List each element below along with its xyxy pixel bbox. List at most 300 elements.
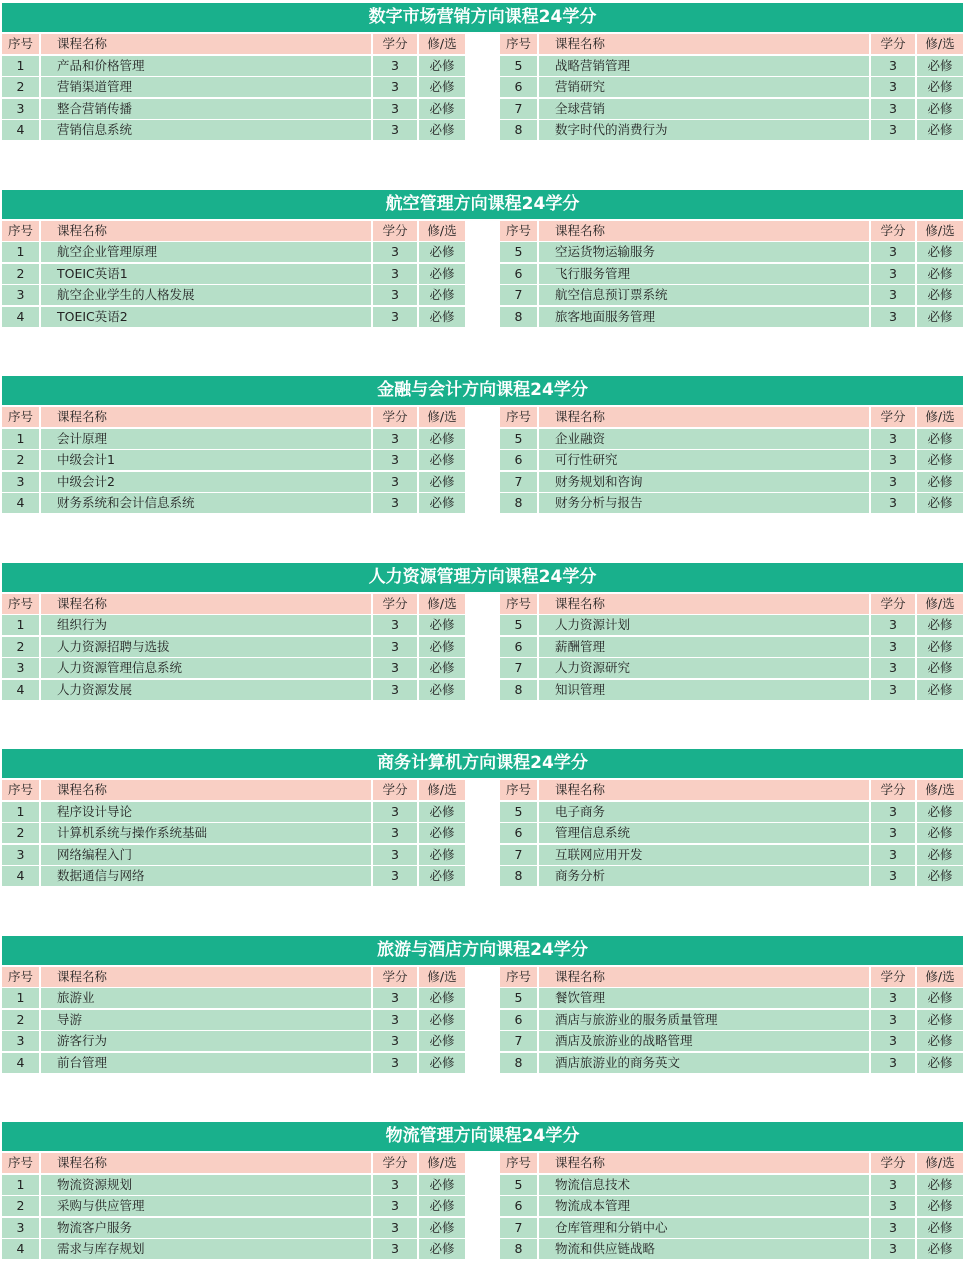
course-type: 必修 [419,56,465,76]
table-row [500,637,963,659]
course-credit: 3 [373,450,417,470]
table-row [2,307,465,329]
course-type: 必修 [419,264,465,284]
course-credit: 3 [871,1031,915,1051]
header-type: 修/选 [419,594,465,614]
course-name: 游客行为 [41,1031,371,1051]
header-no: 序号 [500,221,537,241]
table-row [2,450,465,472]
table-row [500,493,963,515]
table-row [500,845,963,867]
table-row [2,99,465,121]
course-no: 6 [500,450,537,470]
course-name: 网络编程入门 [41,845,371,865]
course-type: 必修 [917,1175,963,1195]
course-name: 中级会计1 [41,450,371,470]
section-title: 旅游与酒店方向课程24学分 [2,936,963,965]
course-no: 3 [2,658,39,678]
course-type: 必修 [917,1053,963,1073]
course-no: 8 [500,680,537,700]
course-no: 3 [2,285,39,305]
course-type: 必修 [419,242,465,262]
course-type: 必修 [419,493,465,513]
header-name: 课程名称 [41,34,371,54]
table-row [2,1175,465,1197]
course-name: 物流信息技术 [539,1175,869,1195]
course-credit: 3 [373,1175,417,1195]
course-type: 必修 [917,866,963,886]
header-no: 序号 [500,594,537,614]
course-type: 必修 [917,120,963,140]
table-row [500,56,963,78]
course-table-left [2,594,465,702]
course-name: 酒店旅游业的商务英文 [539,1053,869,1073]
course-table-left [2,1153,465,1261]
header-type: 修/选 [917,407,963,427]
course-credit: 3 [871,450,915,470]
header-name: 课程名称 [41,967,371,987]
course-name: 物流资源规划 [41,1175,371,1195]
course-credit: 3 [871,1053,915,1073]
course-no: 8 [500,493,537,513]
course-type: 必修 [419,1218,465,1238]
course-name: TOEIC英语2 [41,307,371,327]
header-no: 序号 [500,34,537,54]
course-name: 飞行服务管理 [539,264,869,284]
course-name: 空运货物运输服务 [539,242,869,262]
header-no: 序号 [500,407,537,427]
header-no: 序号 [2,1153,39,1173]
header-type: 修/选 [419,967,465,987]
course-name: 旅游业 [41,988,371,1008]
course-no: 3 [2,99,39,119]
header-name: 课程名称 [539,594,869,614]
course-credit: 3 [871,1239,915,1259]
table-header-row [2,1153,465,1175]
course-credit: 3 [373,56,417,76]
course-no: 4 [2,1053,39,1073]
table-row [500,450,963,472]
course-table-left [2,221,465,329]
course-section [0,188,967,331]
course-type: 必修 [917,450,963,470]
course-table-left [2,34,465,142]
course-name: 航空信息预订票系统 [539,285,869,305]
course-type: 必修 [419,823,465,843]
course-table-left [2,967,465,1075]
table-row [2,1031,465,1053]
course-credit: 3 [373,823,417,843]
header-no: 序号 [500,780,537,800]
course-credit: 3 [871,56,915,76]
course-credit: 3 [373,845,417,865]
course-name: 人力资源研究 [539,658,869,678]
header-name: 课程名称 [41,221,371,241]
course-type: 必修 [917,77,963,97]
course-no: 7 [500,845,537,865]
course-name: 人力资源招聘与选拔 [41,637,371,657]
table-header-row [500,1153,963,1175]
header-credit: 学分 [871,1153,915,1173]
table-row [2,802,465,824]
course-type: 必修 [419,615,465,635]
course-no: 8 [500,307,537,327]
course-no: 4 [2,120,39,140]
table-row [2,845,465,867]
table-row [2,120,465,142]
table-row [500,1031,963,1053]
table-row [500,1175,963,1197]
course-type: 必修 [419,658,465,678]
course-type: 必修 [419,866,465,886]
course-credit: 3 [871,120,915,140]
course-no: 6 [500,1010,537,1030]
table-row [2,823,465,845]
course-credit: 3 [871,866,915,886]
course-credit: 3 [871,77,915,97]
table-row [2,493,465,515]
header-credit: 学分 [373,34,417,54]
course-no: 4 [2,680,39,700]
course-credit: 3 [871,472,915,492]
course-name: 前台管理 [41,1053,371,1073]
course-name: 物流成本管理 [539,1196,869,1216]
course-no: 3 [2,1031,39,1051]
course-name: 财务规划和咨询 [539,472,869,492]
course-credit: 3 [373,1031,417,1051]
header-credit: 学分 [373,780,417,800]
course-no: 7 [500,99,537,119]
table-row [500,307,963,329]
course-credit: 3 [373,1196,417,1216]
course-no: 6 [500,823,537,843]
course-name: 商务分析 [539,866,869,886]
course-type: 必修 [917,472,963,492]
course-credit: 3 [871,493,915,513]
table-row [500,866,963,888]
course-no: 3 [2,472,39,492]
course-table-right [500,967,963,1075]
table-row [2,285,465,307]
course-no: 7 [500,1218,537,1238]
course-name: 仓库管理和分销中心 [539,1218,869,1238]
course-name: 互联网应用开发 [539,845,869,865]
header-name: 课程名称 [41,407,371,427]
course-type: 必修 [917,802,963,822]
table-row [500,1218,963,1240]
course-no: 2 [2,264,39,284]
course-name: 导游 [41,1010,371,1030]
section-title: 人力资源管理方向课程24学分 [2,563,963,592]
table-row [2,429,465,451]
course-credit: 3 [871,802,915,822]
course-type: 必修 [917,658,963,678]
course-credit: 3 [373,680,417,700]
course-credit: 3 [373,77,417,97]
header-no: 序号 [2,967,39,987]
course-name: 人力资源计划 [539,615,869,635]
course-credit: 3 [373,242,417,262]
header-credit: 学分 [871,594,915,614]
header-name: 课程名称 [41,1153,371,1173]
course-type: 必修 [419,285,465,305]
header-name: 课程名称 [539,1153,869,1173]
course-name: 中级会计2 [41,472,371,492]
course-no: 1 [2,1175,39,1195]
course-type: 必修 [917,1218,963,1238]
course-no: 7 [500,1031,537,1051]
course-credit: 3 [373,285,417,305]
course-credit: 3 [871,988,915,1008]
section-title: 金融与会计方向课程24学分 [2,376,963,405]
course-credit: 3 [373,120,417,140]
table-row [2,637,465,659]
course-section [0,1120,967,1263]
table-row [2,242,465,264]
course-type: 必修 [419,450,465,470]
table-row [2,472,465,494]
course-type: 必修 [419,1196,465,1216]
course-no: 2 [2,77,39,97]
header-type: 修/选 [419,407,465,427]
course-name: 采购与供应管理 [41,1196,371,1216]
course-name: 可行性研究 [539,450,869,470]
table-row [2,1196,465,1218]
header-credit: 学分 [373,221,417,241]
header-name: 课程名称 [539,407,869,427]
course-table-right [500,407,963,515]
course-type: 必修 [419,1031,465,1051]
course-credit: 3 [373,472,417,492]
table-header-row [500,780,963,802]
course-name: 数据通信与网络 [41,866,371,886]
course-type: 必修 [419,802,465,822]
header-credit: 学分 [871,221,915,241]
course-name: 知识管理 [539,680,869,700]
course-credit: 3 [373,264,417,284]
course-credit: 3 [373,307,417,327]
course-type: 必修 [419,1239,465,1259]
course-name: 电子商务 [539,802,869,822]
header-no: 序号 [500,1153,537,1173]
header-type: 修/选 [419,780,465,800]
course-credit: 3 [373,1010,417,1030]
course-type: 必修 [917,1196,963,1216]
course-credit: 3 [373,802,417,822]
header-credit: 学分 [871,34,915,54]
course-type: 必修 [917,56,963,76]
course-type: 必修 [419,680,465,700]
course-credit: 3 [373,615,417,635]
header-no: 序号 [2,34,39,54]
header-no: 序号 [2,594,39,614]
course-section [0,934,967,1077]
course-name: 物流和供应链战略 [539,1239,869,1259]
section-title: 商务计算机方向课程24学分 [2,749,963,778]
course-type: 必修 [917,307,963,327]
course-type: 必修 [419,845,465,865]
table-row [500,472,963,494]
table-row [500,823,963,845]
course-credit: 3 [871,264,915,284]
header-name: 课程名称 [41,780,371,800]
course-type: 必修 [419,307,465,327]
course-no: 2 [2,1010,39,1030]
course-name: 营销信息系统 [41,120,371,140]
course-no: 2 [2,637,39,657]
course-type: 必修 [917,285,963,305]
course-credit: 3 [373,1053,417,1073]
course-credit: 3 [373,658,417,678]
course-type: 必修 [917,493,963,513]
course-credit: 3 [373,637,417,657]
course-no: 7 [500,285,537,305]
header-credit: 学分 [373,594,417,614]
course-no: 3 [2,1218,39,1238]
course-table-left [2,780,465,888]
table-header-row [2,967,465,989]
course-name: 组织行为 [41,615,371,635]
course-type: 必修 [917,845,963,865]
course-section [0,374,967,517]
course-no: 6 [500,264,537,284]
course-type: 必修 [917,637,963,657]
course-name: 管理信息系统 [539,823,869,843]
header-type: 修/选 [917,34,963,54]
course-credit: 3 [871,99,915,119]
course-no: 5 [500,802,537,822]
table-header-row [2,221,465,243]
table-row [2,1239,465,1261]
course-name: 航空企业学生的人格发展 [41,285,371,305]
header-type: 修/选 [419,1153,465,1173]
table-header-row [500,221,963,243]
course-no: 8 [500,1239,537,1259]
header-no: 序号 [2,407,39,427]
course-type: 必修 [419,99,465,119]
course-section [0,1,967,144]
course-name: 酒店及旅游业的战略管理 [539,1031,869,1051]
header-name: 课程名称 [41,594,371,614]
table-row [500,242,963,264]
course-no: 5 [500,1175,537,1195]
course-no: 4 [2,493,39,513]
header-type: 修/选 [917,594,963,614]
course-name: 营销研究 [539,77,869,97]
course-type: 必修 [917,1010,963,1030]
course-credit: 3 [373,493,417,513]
table-header-row [500,967,963,989]
header-type: 修/选 [917,221,963,241]
course-credit: 3 [871,307,915,327]
course-name: 整合营销传播 [41,99,371,119]
table-row [2,56,465,78]
table-header-row [2,780,465,802]
table-row [500,988,963,1010]
table-row [500,802,963,824]
course-type: 必修 [419,77,465,97]
course-no: 6 [500,1196,537,1216]
header-credit: 学分 [373,407,417,427]
course-type: 必修 [917,264,963,284]
course-no: 7 [500,658,537,678]
header-type: 修/选 [917,1153,963,1173]
course-type: 必修 [419,988,465,1008]
course-name: 酒店与旅游业的服务质量管理 [539,1010,869,1030]
course-credit: 3 [373,866,417,886]
header-name: 课程名称 [539,221,869,241]
course-no: 2 [2,450,39,470]
header-no: 序号 [2,780,39,800]
course-table-right [500,594,963,702]
course-no: 1 [2,429,39,449]
course-no: 5 [500,56,537,76]
header-no: 序号 [500,967,537,987]
header-type: 修/选 [419,34,465,54]
table-row [500,1239,963,1261]
course-name: 薪酬管理 [539,637,869,657]
course-name: 数字时代的消费行为 [539,120,869,140]
header-name: 课程名称 [539,967,869,987]
table-header-row [500,34,963,56]
table-row [500,429,963,451]
course-no: 3 [2,845,39,865]
header-credit: 学分 [871,407,915,427]
course-name: 财务系统和会计信息系统 [41,493,371,513]
table-row [2,615,465,637]
course-name: 旅客地面服务管理 [539,307,869,327]
course-credit: 3 [373,99,417,119]
course-no: 5 [500,429,537,449]
course-credit: 3 [373,1218,417,1238]
course-credit: 3 [871,285,915,305]
course-section [0,561,967,704]
table-row [2,1010,465,1032]
header-type: 修/选 [917,967,963,987]
table-header-row [2,407,465,429]
course-table-left [2,407,465,515]
course-type: 必修 [917,429,963,449]
table-row [500,77,963,99]
course-name: 企业融资 [539,429,869,449]
course-no: 8 [500,1053,537,1073]
course-no: 5 [500,988,537,1008]
section-title: 数字市场营销方向课程24学分 [2,3,963,32]
table-row [500,120,963,142]
header-name: 课程名称 [539,780,869,800]
course-credit: 3 [871,1010,915,1030]
course-no: 1 [2,802,39,822]
table-row [500,264,963,286]
course-no: 5 [500,242,537,262]
course-credit: 3 [373,988,417,1008]
course-type: 必修 [419,1010,465,1030]
course-type: 必修 [917,615,963,635]
course-type: 必修 [419,472,465,492]
course-table-right [500,1153,963,1261]
course-credit: 3 [871,1196,915,1216]
header-type: 修/选 [419,221,465,241]
course-no: 2 [2,1196,39,1216]
table-row [500,615,963,637]
course-type: 必修 [419,1053,465,1073]
header-credit: 学分 [871,780,915,800]
course-credit: 3 [871,637,915,657]
table-row [2,866,465,888]
course-name: 会计原理 [41,429,371,449]
course-table-right [500,221,963,329]
course-no: 4 [2,307,39,327]
